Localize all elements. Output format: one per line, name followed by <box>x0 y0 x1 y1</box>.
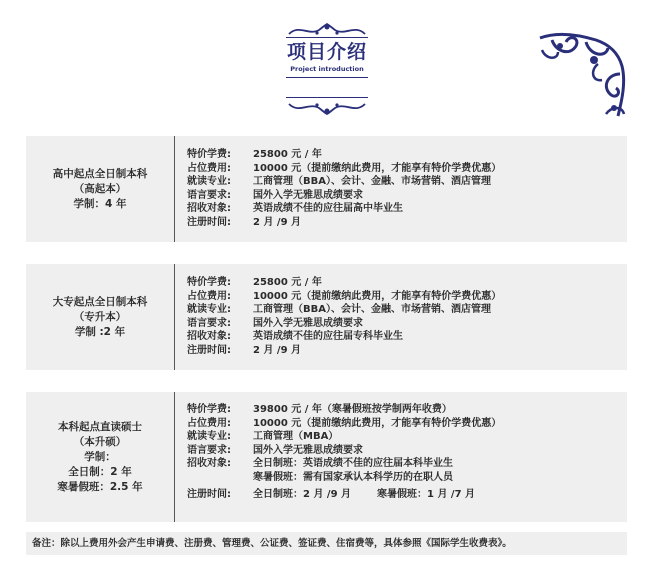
detail-label: 语言要求: <box>187 444 231 456</box>
program-section-2 <box>26 264 627 370</box>
detail-label: 特价学费: <box>187 404 231 415</box>
detail-value: 全日制班：2 月 /9 月 <box>253 488 352 500</box>
detail-label-empty <box>187 471 253 485</box>
detail-label: 注册时间: <box>187 344 231 356</box>
detail-label: 招收对象: <box>187 203 231 215</box>
detail-value: 工商管理（BBA）、会计、金融、市场营销、酒店管理 <box>253 304 491 316</box>
detail-row <box>187 290 501 304</box>
program-summary <box>26 264 174 370</box>
detail-row <box>187 330 501 344</box>
title-block <box>286 40 368 74</box>
detail-label: 特价学费: <box>187 277 231 288</box>
detail-value: 寒暑假班：需有国家承认本科学历的在职人员 <box>253 471 453 483</box>
detail-value: 国外入学无雅思成绩要求 <box>253 444 363 456</box>
program-type: （专升本） <box>73 310 127 323</box>
program-name: 高中起点全日制本科 <box>52 167 148 180</box>
detail-label: 注册时间: <box>187 488 231 500</box>
detail-value: 国外入学无雅思成绩要求 <box>253 317 363 329</box>
program-duration-fulltime: 全日制：2 年 <box>68 465 132 478</box>
detail-row <box>187 202 501 216</box>
title-rule-bottom <box>286 97 368 98</box>
section-divider <box>174 392 175 522</box>
detail-label: 语言要求: <box>187 189 231 201</box>
program-details <box>187 276 501 358</box>
detail-value: 10000 元（提前缴纳此费用，才能享有特价学费优惠） <box>253 417 502 429</box>
detail-value: 25800 元 / 年 <box>253 277 322 288</box>
detail-row <box>187 430 501 444</box>
detail-row <box>187 162 501 176</box>
header <box>0 0 655 130</box>
detail-value: 39800 元 / 年（寒暑假班按学制两年收费） <box>253 404 452 415</box>
detail-value: 25800 元 / 年 <box>253 149 322 160</box>
detail-label: 就读专业: <box>187 304 231 316</box>
detail-label: 语言要求: <box>187 317 231 329</box>
section-divider <box>174 264 175 370</box>
detail-value: 国外入学无雅思成绩要求 <box>253 189 363 201</box>
program-section-3 <box>26 392 627 522</box>
detail-label: 占位费用: <box>187 290 231 302</box>
detail-label: 占位费用: <box>187 162 231 174</box>
detail-value: 10000 元（提前缴纳此费用，才能享有特价学费优惠） <box>253 162 502 174</box>
detail-row <box>187 344 501 358</box>
detail-value: 2 月 /9 月 <box>253 344 302 356</box>
detail-row <box>187 444 501 458</box>
detail-row <box>187 189 501 203</box>
detail-label: 招收对象: <box>187 458 231 470</box>
detail-row <box>187 175 501 189</box>
detail-value: 全日制班：英语成绩不佳的应往届本科毕业生 <box>253 458 453 470</box>
ornament-top-icon <box>287 22 367 38</box>
footnote: 备注：除以上费用外会产生申请费、注册费、管理费、公证费、签证费、住宿费等，具体参照《国际学生收费表》。 <box>26 532 627 555</box>
detail-row <box>187 471 501 485</box>
detail-label: 招收对象: <box>187 331 231 343</box>
corner-flourish-icon <box>536 30 628 120</box>
detail-value: 工商管理（MBA） <box>253 431 339 443</box>
program-section-1 <box>26 136 627 242</box>
title-rule-mid <box>286 77 368 78</box>
program-summary <box>26 136 174 242</box>
detail-row <box>187 403 501 417</box>
detail-row <box>187 148 501 162</box>
detail-row <box>187 457 501 471</box>
program-type: （本升硕） <box>73 435 127 448</box>
detail-value: 10000 元（提前缴纳此费用，才能享有特价学费优惠） <box>253 290 502 302</box>
program-summary <box>26 392 174 522</box>
detail-label: 特价学费: <box>187 149 231 160</box>
program-duration: 学制： <box>84 450 116 463</box>
program-details <box>187 148 501 230</box>
detail-label: 注册时间: <box>187 216 231 228</box>
program-duration: 学制：4 年 <box>73 197 127 210</box>
program-name: 大专起点全日制本科 <box>52 295 148 308</box>
ornament-bottom-icon <box>287 100 367 116</box>
section-divider <box>174 136 175 242</box>
detail-row <box>187 488 501 502</box>
program-details <box>187 403 501 501</box>
program-duration-holiday: 寒暑假班：2.5 年 <box>57 480 143 493</box>
title-rule-top <box>286 37 368 38</box>
detail-row <box>187 276 501 290</box>
detail-value: 寒暑假班：1 月 /7 月 <box>377 488 476 500</box>
detail-label: 就读专业: <box>187 176 231 188</box>
page-subtitle: Project introduction <box>290 65 364 73</box>
page-title: 项目介绍 <box>286 41 367 63</box>
detail-row <box>187 216 501 230</box>
program-name: 本科起点直读硕士 <box>58 420 142 433</box>
detail-value: 工商管理（BBA）、会计、金融、市场营销、酒店管理 <box>253 176 491 188</box>
detail-label: 占位费用: <box>187 417 231 429</box>
program-duration: 学制 :2 年 <box>74 325 126 338</box>
detail-value: 英语成绩不佳的应往届高中毕业生 <box>253 203 403 215</box>
detail-row <box>187 317 501 331</box>
program-type: （高起本） <box>73 182 127 195</box>
detail-value: 英语成绩不佳的应往届专科毕业生 <box>253 331 403 343</box>
detail-value: 2 月 /9 月 <box>253 216 302 228</box>
detail-row <box>187 417 501 431</box>
detail-label: 就读专业: <box>187 431 231 443</box>
detail-row <box>187 303 501 317</box>
